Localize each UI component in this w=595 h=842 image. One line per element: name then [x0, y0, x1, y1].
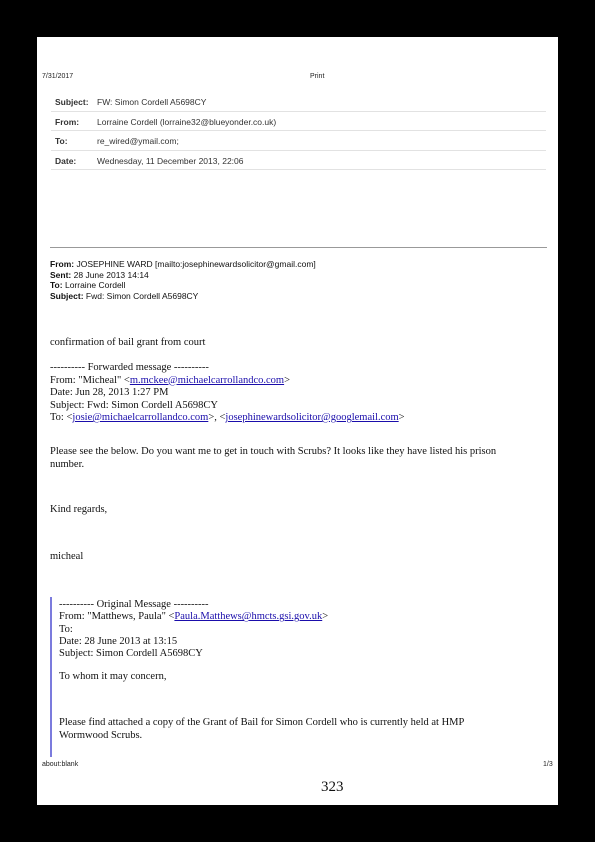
print-title: Print: [310, 73, 325, 80]
meta-to-value: Lorraine Cordell: [64, 280, 126, 291]
meta-from-label: From:: [50, 259, 75, 269]
forward-from-prefix: From: "Micheal" <: [50, 374, 130, 386]
meta-subject-label: Subject:: [50, 291, 84, 302]
forward-separator: ---------- Forwarded message ----------: [50, 362, 209, 373]
forward-to-prefix: To: <: [50, 412, 73, 423]
header-key: Date:: [55, 155, 77, 166]
header-value: Wednesday, 11 December 2013, 22:06: [97, 155, 244, 166]
header-row-date: [51, 151, 546, 171]
body-paragraph-line: Please see the below. Do you want me to get in touch with Scrubs? It looks like they have listed his prison: [50, 446, 497, 457]
original-date: Date: 28 June 2013 at 13:15: [59, 635, 178, 647]
forward-to-email-link-2[interactable]: josephinewardsolicitor@googlemail.com: [225, 412, 399, 423]
signature-text: micheal: [50, 551, 84, 562]
forward-to-email-link-1[interactable]: josie@michaelcarrollandco.com: [72, 412, 209, 423]
header-key: Subject:: [55, 97, 89, 107]
body-paragraph-line: number.: [50, 459, 85, 470]
original-separator: ---------- Original Message ----------: [59, 599, 209, 610]
forward-to: [50, 412, 405, 425]
email-header-table: [51, 92, 546, 170]
forwarded-block: [50, 362, 405, 425]
print-date: 7/31/2017: [42, 73, 74, 80]
forward-from: [50, 375, 405, 388]
meta-subject-value: Fwd: Simon Cordell A5698CY: [85, 291, 199, 302]
original-from-prefix: From: "Matthews, Paula" <: [59, 611, 175, 623]
forward-meta: [50, 259, 316, 302]
header-row-subject: [51, 92, 546, 112]
header-row-to: [51, 131, 546, 151]
print-footer-page: 1/3: [543, 761, 553, 768]
header-value: re_wired@ymail.com;: [97, 136, 179, 146]
original-paragraph-line: Please find attached a copy of the Grant of Bail for Simon Cordell who is currently held at HMP: [59, 717, 465, 728]
original-from-email-link[interactable]: Paula.Matthews@hmcts.gsi.gov.uk: [174, 611, 323, 623]
forward-from-suffix: >: [284, 374, 291, 386]
print-footer-url: about:blank: [42, 761, 79, 768]
forward-to-mid: >, <: [208, 412, 226, 423]
header-row-from: [51, 112, 546, 132]
original-paragraph-line: Wormwood Scrubs.: [59, 729, 143, 741]
header-value: FW: Simon Cordell A5698CY: [97, 97, 207, 107]
page-number: 323: [321, 779, 344, 795]
forward-date: Date: Jun 28, 2013 1:27 PM: [50, 387, 169, 398]
original-subject: Subject: Simon Cordell A5698CY: [59, 648, 203, 660]
meta-to-label: To:: [50, 280, 63, 291]
original-paragraph: [59, 717, 464, 742]
original-message-header: [59, 599, 328, 660]
forward-subject: Subject: Fwd: Simon Cordell A5698CY: [50, 399, 219, 411]
forward-to-suffix: >: [398, 412, 405, 423]
original-to: To:: [59, 623, 73, 635]
meta-sent-value: 28 June 2013 14:14: [73, 269, 149, 280]
header-key: From:: [55, 116, 80, 127]
meta-sent-label: Sent:: [50, 269, 72, 280]
forward-from-email-link[interactable]: m.mckee@michaelcarrollandco.com: [129, 374, 285, 386]
separator-rule: [50, 247, 547, 248]
header-key: To:: [55, 136, 68, 146]
quote-bar: [50, 597, 52, 757]
regards-text: Kind regards,: [50, 504, 108, 515]
original-from-suffix: >: [322, 611, 329, 623]
header-value: Lorraine Cordell (lorraine32@blueyonder.co.uk): [97, 116, 277, 127]
original-greeting: To whom it may concern,: [59, 671, 167, 682]
document-page: [37, 37, 558, 805]
intro-text: confirmation of bail grant from court: [50, 337, 206, 348]
body-paragraph: [50, 445, 496, 471]
meta-from-value: JOSEPHINE WARD [mailto:josephinewardsolicitor@gmail.com]: [76, 259, 316, 269]
original-from: [59, 611, 328, 623]
